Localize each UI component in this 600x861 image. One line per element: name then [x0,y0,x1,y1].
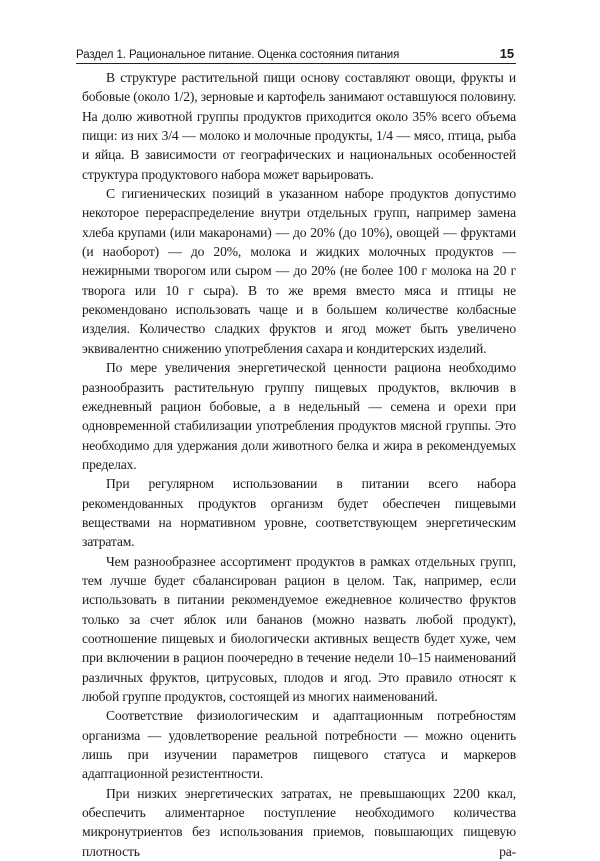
body-text [82,68,516,861]
running-header [76,44,516,64]
page-number: 15 [499,46,514,61]
paragraph: При низких энергетических затратах, не превышающих 2200 ккал, обеспечить алиментарное поступление необходимого количества микронутриентов без использования приемов, повышающих пищевую плотность ра- [82,785,516,859]
paragraph: При регулярном использовании в питании всего набора рекомендованных продуктов организм будет обеспечен пищевыми веществами на нормативном уровне, соответствующем энергетическим затратам. [82,476,516,550]
paragraph: Соответствие физиологическим и адаптационным потребностям организма — удовлетворение реальной потребности — можно оценить лишь при изучении параметров пищевого статуса и маркеров адаптационной резистентности. [82,708,516,782]
paragraph: В структуре растительной пищи основу составляют овощи, фрукты и бобовые (около 1/2), зерновые и картофель занимают оставшуюся половину. На долю животной группы продуктов приходится около 35% всего объема пищи: из них 3/4 — молоко и молочные продукты, 1/4 — мясо, птица, рыба и яйца. В зависимости от географических и национальных особенностей структура продуктового набора может варьировать. [82,70,516,182]
paragraph: Чем разнообразнее ассортимент продуктов в рамках отдельных групп, тем лучше будет сбалансирован рацион в целом. Так, например, если использовать в питании рекомендуемое ежедневное количество фруктов только за счет яблок или бананов (можно назвать любой продукт), соотношение пищевых и биологически активных веществ будет хуже, чем при включении в рацион поочередно в течение недели 10–15 наименований различных фруктов, цитрусовых, плодов и ягод. Это правило относят к любой группе продуктов, состоящей из многих наименований. [82,553,516,704]
section-title: Раздел 1. Рациональное питание. Оценка состояния питания [76,49,400,61]
paragraph: По мере увеличения энергетической ценности рациона необходимо разнообразить растительную группу пищевых продуктов, включив в ежедневный рацион бобовые, а в недельный — семена и орехи при одновременной стабилизации употребления продуктов мясной группы. Это необходимо для удержания доли животного белка и жира в рекомендуемых пределах. [82,360,516,472]
paragraph: С гигиенических позиций в указанном наборе продуктов допустимо некоторое перераспределение внутри отдельных групп, например замена хлеба крупами (или макаронами) — до 20% (до 10%), овощей — фруктами (и наоборот) — до 20%, молока и жидких молочных продуктов — нежирными творогом или сыром — до 20% (не более 100 г молока на 20 г творога или 10 г сыра). В то же время вместо мяса и птицы не рекомендовано использовать чаще и в большем количестве колбасные изделия. Количество сладких фруктов и ягод может быть увеличено эквивалентно снижению употребления сахара и кондитерских изделий. [82,186,516,356]
